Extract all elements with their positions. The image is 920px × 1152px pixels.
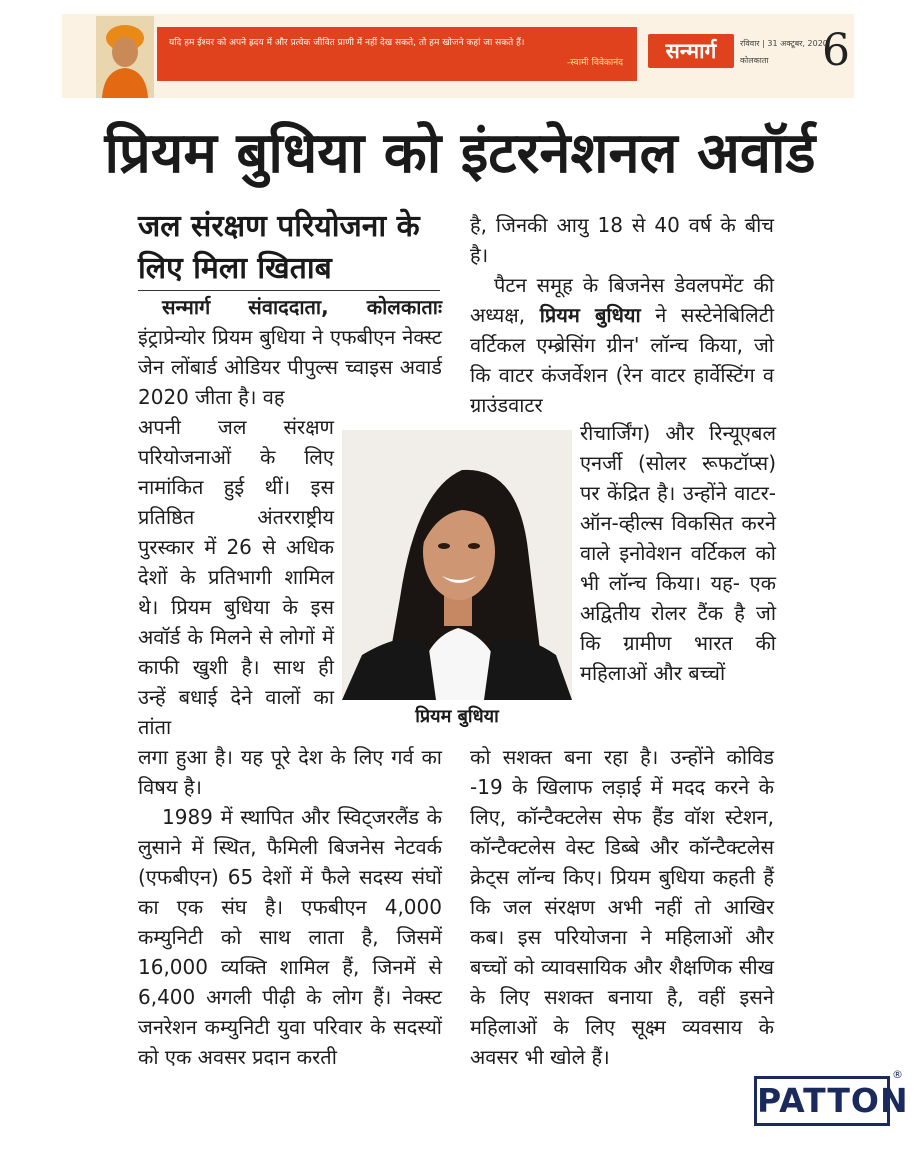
- paragraph-c2-1: है, जिनकी आयु 18 से 40 वर्ष के बीच है।: [470, 213, 774, 267]
- column-2-beside-photo: [580, 418, 776, 688]
- paragraph-c2-2-lead: पैटन समूह के बिजनेस डेवलपमेंट की अध्यक्ष,: [470, 273, 774, 327]
- highlight-name: प्रियम बुधिया: [539, 303, 641, 327]
- patton-logo: PATTON: [754, 1076, 890, 1126]
- article-headline: प्रियम बुधिया को इंटरनेशनल अवॉर्ड: [104, 121, 816, 186]
- subhead-divider: [138, 290, 440, 291]
- article-photo: [342, 430, 572, 700]
- subhead-line-2: लिए मिला खिताब: [138, 251, 332, 286]
- paragraph-1-beside: अपनी जल संरक्षण परियोजनाओं के लिए नामांकित हुई थीं। इस प्रतिष्ठित अंतरराष्ट्रीय पुरस्कार में 26 से अधिक देशों के प्रतिभागी शामिल थे। प्रियम बुधिया के इस अवॉर्ड के मिलने से लोगों में काफी खुशी है। साथ ही उन्हें बधाई देने वालों का तांता: [138, 415, 334, 739]
- photo-caption: प्रियम बुधिया: [415, 706, 499, 727]
- paragraph-c2-bottom: को सशक्त बना रहा है। उन्होंने कोविड -19 के खिलाफ लड़ाई में मदद करने के लिए, कॉन्टैक्टलेस सेफ हैंड वॉश स्टेशन, कॉन्टैक्टलेस वेस्ट डिब्बे और कॉन्टैक्टलेस क्रेट्स लॉन्च किए। प्रियम बुधिया कहती हैं कि जल संरक्षण अभी नहीं तो आखिर कब। इस परियोजना ने महिलाओं और बच्चों को व्यावसायिक और शैक्षणिक सीख के लिए सशक्त बनाया है, वहीं इसने महिलाओं के लिए सूक्ष्म व्यवसाय के अवसर भी खोले हैं।: [470, 745, 774, 1069]
- column-2-top: [470, 210, 774, 420]
- byline: सन्मार्ग संवाददाता, कोलकाताः: [162, 295, 442, 319]
- paragraph-c2-beside: रीचार्जिंग) और रिन्यूएबल एनर्जी (सोलर रूफटॉप्स) पर केंद्रित है। उन्होंने वाटर-ऑन-व्हील्स विकसित करने वाले इनोवेशन वर्टिकल को भी लॉन्च किया। यह- एक अद्वितीय रोलर टैंक है जो कि ग्रामीण भारत की महिलाओं और बच्चों: [580, 421, 776, 685]
- registered-mark: ®: [892, 1068, 903, 1081]
- quote-band: [157, 27, 637, 81]
- issue-city: कोलकाता: [740, 56, 769, 65]
- woman-portrait-icon: [342, 430, 572, 700]
- column-1-beside-photo: [138, 412, 334, 742]
- column-1-bottom: [138, 742, 442, 1072]
- page-number: 6: [822, 25, 850, 76]
- paragraph-c2-2-rest: ने सस्टेनेबिलिटी वर्टिकल एम्ब्रेसिंग ग्रीन' लॉन्च किया, जो कि वाटर कंजर्वेशन (रेन वाटर हार्वेस्टिंग व ग्राउंडवाटर: [470, 303, 775, 417]
- paragraph-c2-2: [470, 270, 774, 420]
- paragraph-1-bottom: लगा हुआ है। यह पूरे देश के लिए गर्व का विषय है।: [138, 745, 442, 799]
- paragraph-1-top: इंट्राप्रेन्योर प्रियम बुधिया ने एफबीएन नेक्स्ट जेन लोंबार्ड ओडियर पीपुल्स च्वाइस अवार्ड 2020 जीता है। वह: [138, 325, 442, 409]
- article-subhead: [138, 206, 442, 290]
- subhead-line-1: जल संरक्षण परियोजना के: [138, 209, 420, 244]
- issue-date: रविवार | 31 अक्टूबर, 2020: [740, 39, 828, 48]
- column-1-top: [138, 292, 442, 412]
- newspaper-logo: सन्मार्ग: [648, 34, 734, 68]
- quote-author: -स्वामी विवेकानंद: [566, 58, 623, 68]
- quote-text: यदि हम ईश्वर को अपने ह्रदय में और प्रत्येक जीवित प्राणी में नहीं देख सकते, तो हम खोजने कहां जा सकते हैं।: [169, 38, 525, 48]
- portrait-icon: [96, 16, 154, 98]
- paragraph-2: 1989 में स्थापित और स्विट्जरलैंड के लुसाने में स्थित, फैमिली बिजनेस नेटवर्क (एफबीएन) 65 देशों में फैले सदस्य संघों का एक संघ है। एफबीएन 4,000 कम्युनिटी को साथ लाता है, जिसमें 16,000 व्यक्ति शामिल हैं, जिनमें से 6,400 अगली पीढ़ी के लोग हैं। नेक्स्ट जनरेशन कम्युनिटी युवा परिवार के सदस्यों को एक अवसर प्रदान करती: [138, 805, 442, 1069]
- column-2-bottom: [470, 742, 774, 1072]
